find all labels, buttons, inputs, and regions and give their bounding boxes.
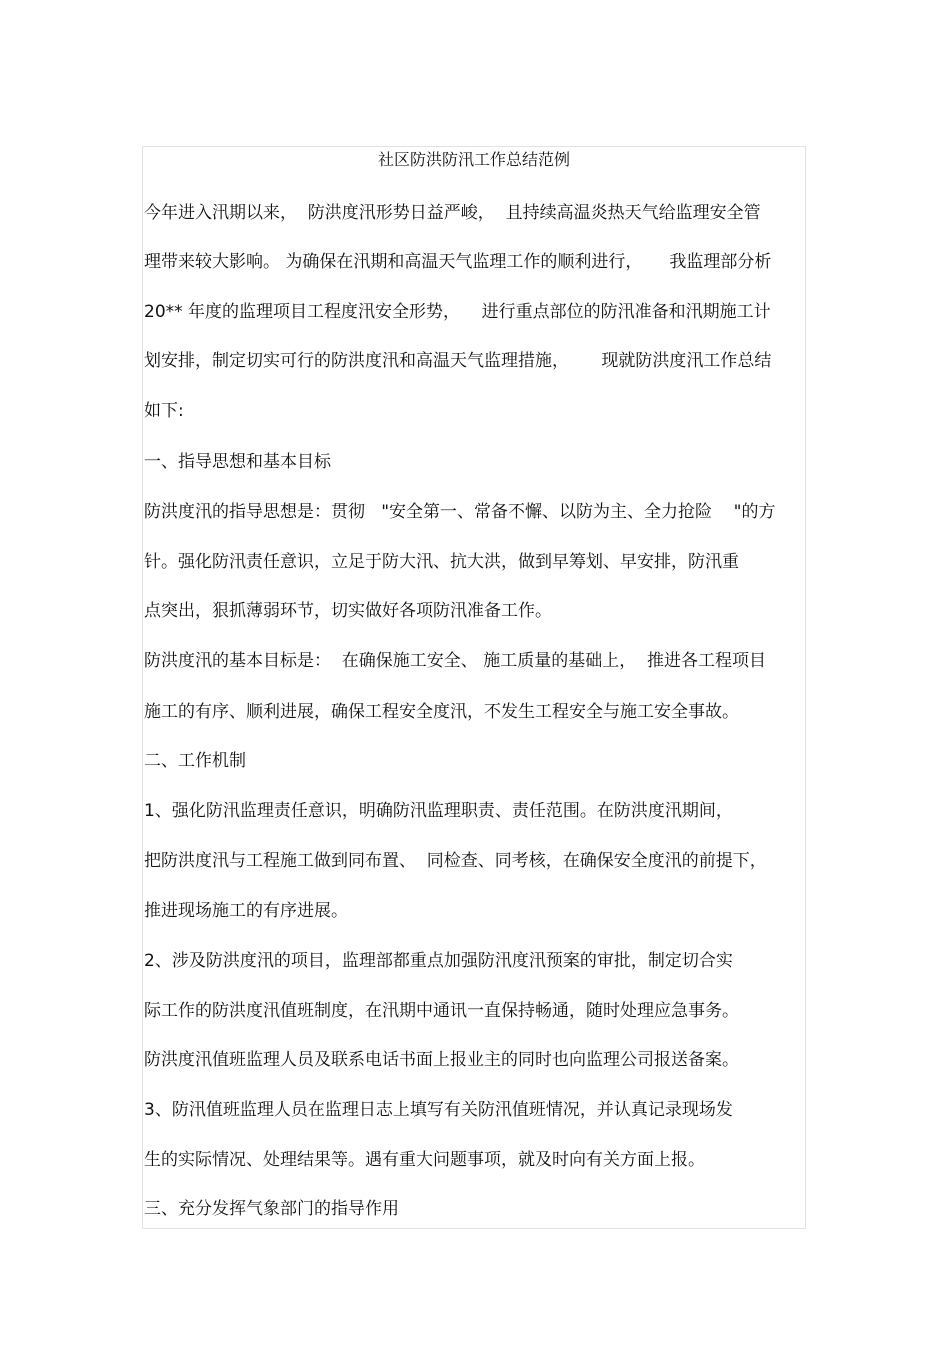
body-line-13: 1、强化防汛监理责任意识，明确防汛监理职责、责任范围。在防洪度汛期间， <box>144 801 733 821</box>
body-line-16: 2、涉及防洪度汛的项目，监理部都重点加强防汛度汛预案的审批，制定切合实 <box>144 951 733 971</box>
body-line-14: 把防洪度汛与工程施工做到同布置、 同检查、同考核，在确保安全度汛的前提下， <box>144 851 767 871</box>
document-title: 社区防洪防汛工作总结范例 <box>377 150 570 169</box>
body-line-4: 划安排，制定切实可行的防洪度汛和高温天气监理措施， 现就防洪度汛工作总结 <box>144 351 772 371</box>
section-heading-1: 一、指导思想和基本目标 <box>144 452 331 472</box>
body-line-11: 施工的有序、顺利进展，确保工程安全度汛，不发生工程安全与施工安全事故。 <box>144 702 739 722</box>
body-line-17: 际工作的防洪度汛值班制度，在汛期中通讯一直保持畅通，随时处理应急事务。 <box>144 1001 739 1021</box>
body-line-1: 今年进入汛期以来， 防洪度汛形势日益严峻， 且持续高温炎热天气给监理安全管 <box>144 203 761 223</box>
body-line-19: 3、防汛值班监理人员在监理日志上填写有关防汛值班情况，并认真记录现场发 <box>144 1100 733 1120</box>
body-line-15: 推进现场施工的有序进展。 <box>144 901 348 921</box>
body-line-10: 防洪度汛的基本目标是： 在确保施工安全、 施工质量的基础上， 推进各工程项目 <box>144 651 767 671</box>
body-line-5: 如下: <box>144 401 184 421</box>
body-line-18: 防洪度汛值班监理人员及联系电话书面上报业主的同时也向监理公司报送备案。 <box>144 1050 739 1070</box>
section-heading-2: 二、工作机制 <box>144 751 246 771</box>
body-line-7: 防洪度汛的指导思想是：贯彻 "安全第一、常备不懈、以防为主、全力抢险 "的方 <box>144 502 776 522</box>
body-line-20: 生的实际情况、处理结果等。遇有重大问题事项，就及时向有关方面上报。 <box>144 1150 705 1170</box>
body-line-3: 20** 年度的监理项目工程度汛安全形势， 进行重点部位的防汛准备和汛期施工计 <box>144 302 771 322</box>
section-heading-3: 三、充分发挥气象部门的指导作用 <box>144 1199 399 1219</box>
body-line-8: 针。强化防汛责任意识，立足于防大汛、抗大洪，做到早筹划、早安排，防汛重 <box>144 552 739 572</box>
body-line-9: 点突出，狠抓薄弱环节，切实做好各项防汛准备工作。 <box>144 601 552 621</box>
body-line-2: 理带来较大影响。 为确保在汛期和高温天气监理工作的顺利进行， 我监理部分析 <box>144 252 772 272</box>
